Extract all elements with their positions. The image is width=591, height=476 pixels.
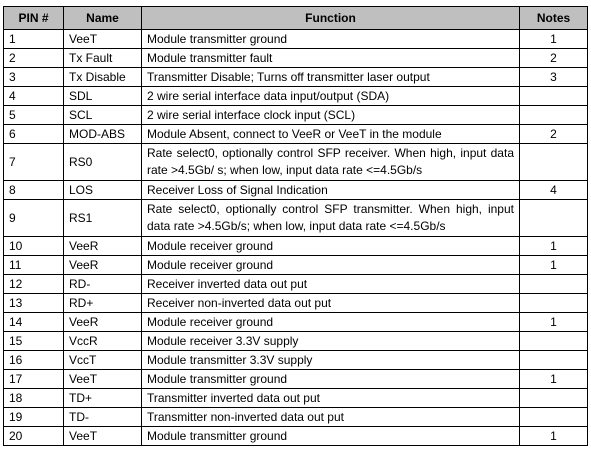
cell-pin: 6 [4, 125, 64, 144]
table-row [4, 313, 588, 332]
cell-notes: 1 [520, 427, 588, 446]
table-row [4, 106, 588, 125]
cell-notes: 4 [520, 181, 588, 200]
cell-name: VeeT [64, 370, 142, 389]
cell-pin: 4 [4, 87, 64, 106]
cell-pin: 8 [4, 181, 64, 200]
table-row [4, 332, 588, 351]
cell-name: RD- [64, 275, 142, 294]
cell-notes: 1 [520, 237, 588, 256]
table-body [4, 30, 588, 446]
cell-name: RS1 [64, 200, 142, 237]
cell-name: RD+ [64, 294, 142, 313]
table-row [4, 181, 588, 200]
cell-name: TD- [64, 408, 142, 427]
cell-function: Module transmitter 3.3V supply [142, 351, 520, 370]
cell-name: VeeT [64, 427, 142, 446]
cell-function: Module receiver ground [142, 313, 520, 332]
table-row [4, 256, 588, 275]
table-row [4, 408, 588, 427]
cell-pin: 14 [4, 313, 64, 332]
table-row [4, 427, 588, 446]
cell-pin: 12 [4, 275, 64, 294]
cell-function: Module receiver ground [142, 237, 520, 256]
cell-notes: 3 [520, 68, 588, 87]
cell-function: Module transmitter ground [142, 30, 520, 49]
cell-notes [520, 389, 588, 408]
header-pin: PIN # [4, 7, 64, 30]
cell-name: VccR [64, 332, 142, 351]
table-row [4, 200, 588, 237]
cell-function: Receiver inverted data out put [142, 275, 520, 294]
cell-pin: 7 [4, 144, 64, 181]
cell-notes [520, 294, 588, 313]
cell-pin: 13 [4, 294, 64, 313]
table-row [4, 237, 588, 256]
cell-pin: 18 [4, 389, 64, 408]
cell-name: SDL [64, 87, 142, 106]
cell-name: RS0 [64, 144, 142, 181]
cell-pin: 10 [4, 237, 64, 256]
cell-notes [520, 144, 588, 181]
cell-function: Rate select0, optionally control SFP transmitter. When high, input data rate >4.5Gb/s; when low, input data rate <=4.5Gb/s [142, 200, 520, 237]
cell-name: VeeR [64, 256, 142, 275]
table-row [4, 30, 588, 49]
cell-name: Tx Disable [64, 68, 142, 87]
cell-function: Module receiver 3.3V supply [142, 332, 520, 351]
cell-notes [520, 200, 588, 237]
cell-function: Rate select0, optionally control SFP receiver. When high, input data rate >4.5Gb/ s; when low, input data rate <=4.5Gb/s [142, 144, 520, 181]
table-row [4, 68, 588, 87]
cell-function: Receiver Loss of Signal Indication [142, 181, 520, 200]
cell-function: Transmitter Disable; Turns off transmitter laser output [142, 68, 520, 87]
cell-name: VeeR [64, 313, 142, 332]
cell-function: Receiver non-inverted data out put [142, 294, 520, 313]
table-row [4, 144, 588, 181]
header-function: Function [142, 7, 520, 30]
cell-pin: 2 [4, 49, 64, 68]
cell-pin: 17 [4, 370, 64, 389]
cell-notes: 2 [520, 125, 588, 144]
cell-notes [520, 351, 588, 370]
table-row [4, 351, 588, 370]
cell-notes [520, 106, 588, 125]
cell-pin: 3 [4, 68, 64, 87]
cell-name: VccT [64, 351, 142, 370]
cell-pin: 19 [4, 408, 64, 427]
cell-pin: 5 [4, 106, 64, 125]
cell-notes: 1 [520, 370, 588, 389]
cell-function: Module transmitter ground [142, 427, 520, 446]
cell-notes: 1 [520, 30, 588, 49]
cell-name: VeeT [64, 30, 142, 49]
cell-function: Transmitter non-inverted data out put [142, 408, 520, 427]
table-row [4, 275, 588, 294]
cell-notes [520, 87, 588, 106]
cell-pin: 11 [4, 256, 64, 275]
cell-name: MOD-ABS [64, 125, 142, 144]
cell-function: Module transmitter ground [142, 370, 520, 389]
table-row [4, 389, 588, 408]
cell-pin: 1 [4, 30, 64, 49]
cell-name: VeeR [64, 237, 142, 256]
cell-name: LOS [64, 181, 142, 200]
cell-function: Module transmitter fault [142, 49, 520, 68]
cell-pin: 9 [4, 200, 64, 237]
table-row [4, 49, 588, 68]
cell-name: SCL [64, 106, 142, 125]
cell-function: 2 wire serial interface clock input (SCL) [142, 106, 520, 125]
cell-pin: 15 [4, 332, 64, 351]
header-notes: Notes [520, 7, 588, 30]
cell-notes: 2 [520, 49, 588, 68]
cell-function: Transmitter inverted data out put [142, 389, 520, 408]
pin-definition-table [3, 6, 588, 446]
table-row [4, 370, 588, 389]
cell-notes [520, 332, 588, 351]
cell-notes [520, 408, 588, 427]
cell-notes: 1 [520, 256, 588, 275]
cell-function: Module receiver ground [142, 256, 520, 275]
header-name: Name [64, 7, 142, 30]
header-row [4, 7, 588, 30]
table-row [4, 294, 588, 313]
cell-name: Tx Fault [64, 49, 142, 68]
cell-function: 2 wire serial interface data input/output (SDA) [142, 87, 520, 106]
cell-function: Module Absent, connect to VeeR or VeeT in the module [142, 125, 520, 144]
table-row [4, 87, 588, 106]
table-row [4, 125, 588, 144]
cell-notes [520, 275, 588, 294]
cell-name: TD+ [64, 389, 142, 408]
cell-notes: 1 [520, 313, 588, 332]
cell-pin: 16 [4, 351, 64, 370]
cell-pin: 20 [4, 427, 64, 446]
table-header [4, 7, 588, 30]
